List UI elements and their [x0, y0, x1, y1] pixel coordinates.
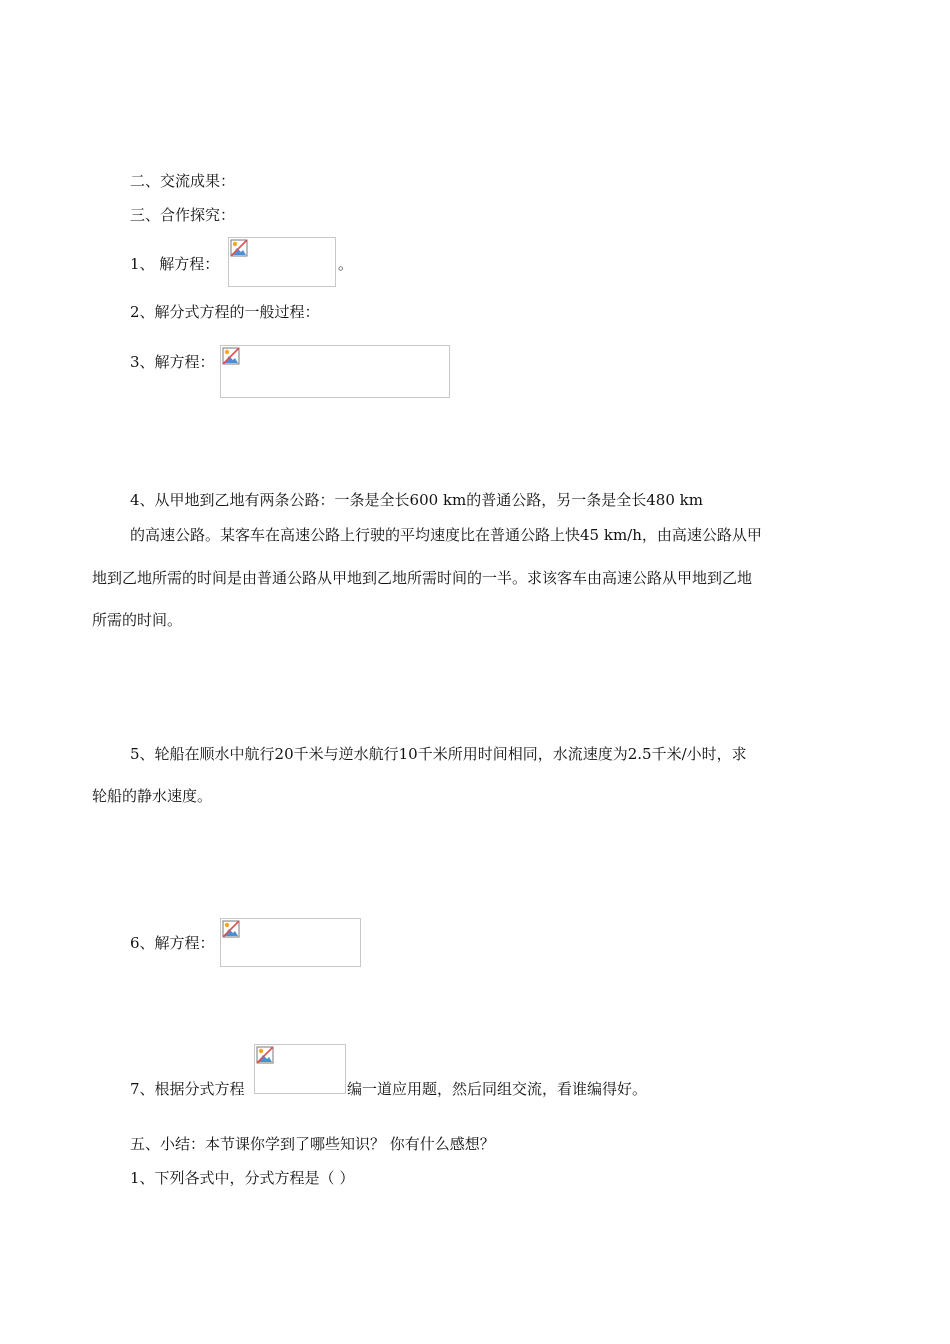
question-4-line-4: 所需的时间。	[92, 611, 183, 629]
question-5-line-2: 轮船的静水速度。	[92, 787, 213, 805]
broken-image-icon	[222, 920, 240, 938]
section-3-heading: 三、合作探究：	[130, 206, 236, 224]
question-1-label: 1、 解方程：	[130, 255, 220, 273]
question-4-line-3: 地到乙地所需的时间是由普通公路从甲地到乙地所需时间的一半。求该客车由高速公路从甲地到乙地	[92, 569, 753, 587]
question-6-label: 6、解方程：	[130, 934, 215, 952]
question-5-line-1: 5、轮船在顺水中航行20千米与逆水航行10千米所用时间相同，水流速度为2.5千米/小时，求	[130, 745, 747, 763]
question-3-label: 3、解方程：	[130, 353, 215, 371]
broken-image-icon	[230, 239, 248, 257]
equation-image-1	[228, 237, 336, 287]
question-4-line-2: 的高速公路。某客车在高速公路上行驶的平均速度比在普通公路上快45 km/h，由高速公路从甲	[130, 526, 762, 544]
question-2-label: 2、解分式方程的一般过程：	[130, 303, 320, 321]
question-1-period: 。	[338, 255, 354, 273]
broken-image-icon	[222, 347, 240, 365]
equation-image-6	[220, 918, 361, 967]
question-4-line-1: 4、从甲地到乙地有两条公路：一条是全长600 km的普通公路，另一条是全长480 km	[130, 491, 703, 509]
question-7-text: 编一道应用题，然后同组交流，看谁编得好。	[347, 1080, 648, 1098]
equation-image-7	[254, 1044, 346, 1094]
broken-image-icon	[256, 1046, 274, 1064]
exercise-1: 1、下列各式中，分式方程是（ ）	[130, 1169, 355, 1187]
equation-image-3	[220, 345, 450, 398]
section-2-heading: 二、交流成果：	[130, 172, 236, 190]
question-7-label: 7、根据分式方程	[130, 1080, 245, 1098]
section-5-summary: 五、小结：本节课你学到了哪些知识？ 你有什么感想？	[130, 1135, 495, 1153]
